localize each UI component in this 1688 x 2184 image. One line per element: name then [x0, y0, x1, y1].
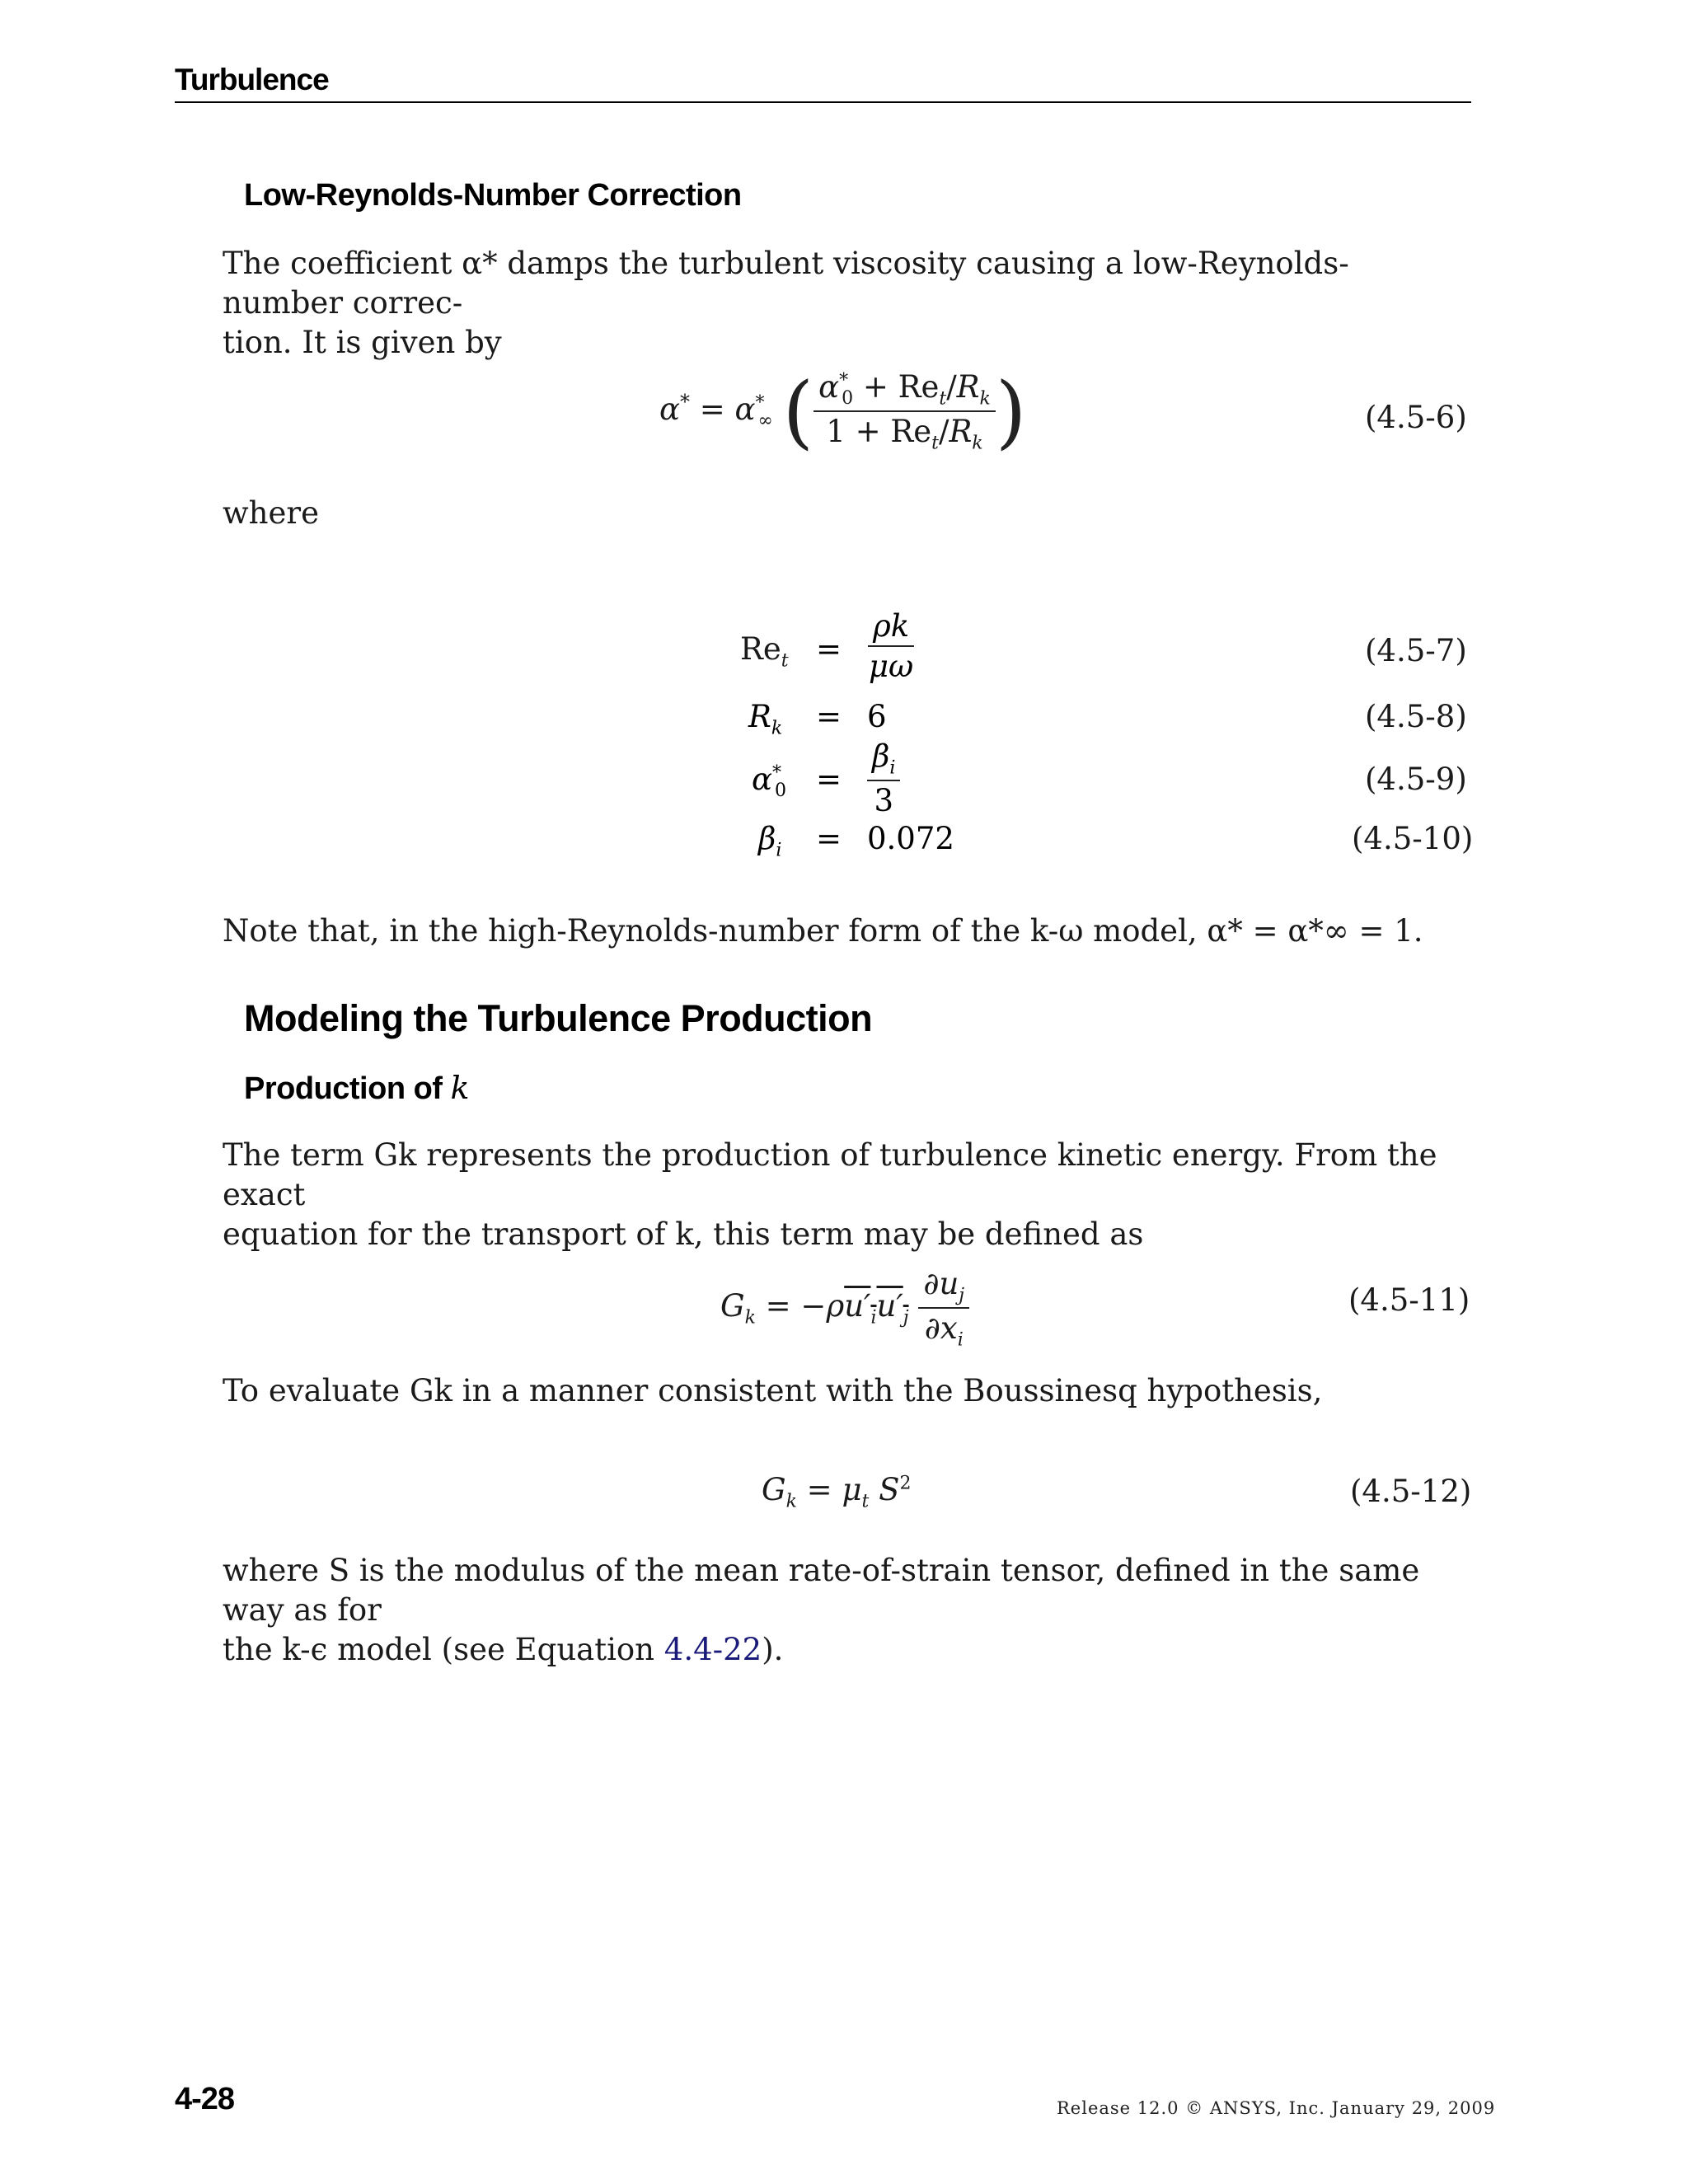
equation-4-5-12: $G_k = \mu_t$ $S^2$: [762, 1472, 912, 1512]
equation-number: (4.5-12): [1350, 1474, 1472, 1509]
equals-sign: =: [816, 631, 842, 667]
text-run: ).: [762, 1632, 784, 1667]
equation-4-5-8-rhs: 6: [867, 699, 887, 734]
paragraph-line: The term Gk represents the production of turbulence kinetic energy. From the exact: [223, 1137, 1437, 1212]
equation-4-5-7-rhs: $\frac{\rho k}{\mu\omega}$: [869, 608, 914, 684]
page-number: 4-28: [175, 2082, 235, 2116]
equation-4-5-9-lhs: $\alpha^*_0$: [752, 762, 786, 802]
equation-number: (4.5-10): [1352, 821, 1474, 856]
paragraph-line: [223, 1630, 1467, 1670]
subheading-text: Production of: [244, 1071, 443, 1106]
equation-4-5-10-rhs: 0.072: [867, 821, 954, 856]
equation-number: (4.5-9): [1365, 762, 1467, 797]
running-header-title: Turbulence: [175, 63, 329, 96]
subsection-heading-low-re: Low-Reynolds-Number Correction: [244, 178, 742, 213]
equation-number: (4.5-11): [1348, 1282, 1470, 1318]
equation-4-5-9-rhs: $\frac{\beta_i}{3}$: [867, 738, 900, 818]
equation-4-5-10-lhs: $\beta_i$: [758, 821, 782, 861]
subheading-symbol: k: [450, 1070, 470, 1106]
paragraph-line: tion. It is given by: [223, 325, 502, 360]
equation-4-5-7-lhs: $Re_t$: [740, 631, 789, 672]
paragraph-intro: [223, 244, 1467, 363]
equals-sign: =: [816, 762, 842, 797]
equals-sign: =: [816, 821, 842, 856]
equation-number: (4.5-8): [1365, 699, 1467, 734]
where-label: where: [223, 495, 319, 531]
equation-number: (4.5-6): [1365, 400, 1467, 435]
paragraph-gk-definition: [223, 1136, 1467, 1254]
paragraph-note: Note that, in the high-Reynolds-number form of the k-ω model, α* = α*∞ = 1.: [223, 913, 1423, 949]
paragraph-line: The coefficient α* damps the turbulent viscosity causing a low-Reynolds-number correc-: [223, 246, 1349, 321]
release-line: Release 12.0 © ANSYS, Inc. January 29, 2009: [1057, 2098, 1496, 2118]
paragraph-line: where S is the modulus of the mean rate-of-strain tensor, defined in the same way as for: [223, 1553, 1420, 1628]
equation-number: (4.5-7): [1365, 633, 1467, 668]
paragraph-line: equation for the transport of k, this term may be defined as: [223, 1216, 1144, 1252]
paragraph-boussinesq: To evaluate Gk in a manner consistent with the Boussinesq hypothesis,: [223, 1373, 1323, 1408]
equation-4-5-8-lhs: $R_k$: [748, 699, 783, 739]
equation-4-5-6: $\alpha^* = \alpha^*_\infty$ ( $\frac{\alpha^*_0 + Re_t/R_k}{1 + Re_t/R_k}$ ): [659, 365, 1027, 458]
header-rule: [175, 101, 1471, 103]
subsection-heading-production-k: [244, 1070, 469, 1107]
equals-sign: =: [816, 699, 842, 734]
paragraph-strain-modulus: [223, 1551, 1467, 1670]
text-run: the k-ϵ model (see Equation: [223, 1632, 664, 1667]
section-heading-production: Modeling the Turbulence Production: [244, 997, 873, 1039]
equation-4-5-11: $G_k = -\rho u'_iu'_j$ $\frac{\partial u_j}{\partial x_i}$: [720, 1266, 969, 1351]
equation-link[interactable]: 4.4-22: [663, 1632, 762, 1667]
